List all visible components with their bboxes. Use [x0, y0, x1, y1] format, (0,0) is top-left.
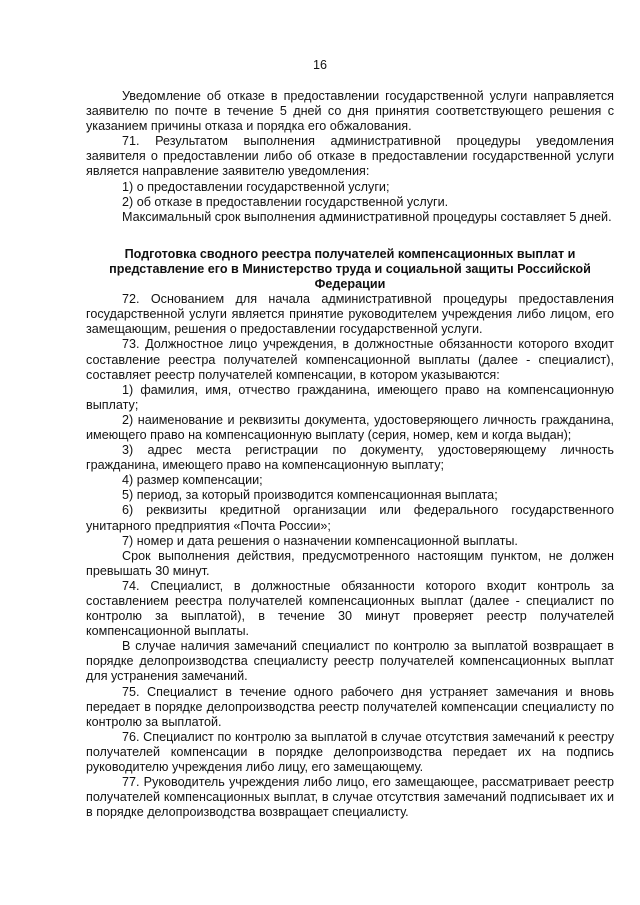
list-item: 2) наименование и реквизиты документа, удостоверяющего личность гражданина, имеющего право на компенсационную выплату (серия, номер, кем и когда выдан);: [86, 412, 614, 442]
paragraph: 76. Специалист по контролю за выплатой в случае отсутствия замечаний к реестру получателей компенсации в порядке делопроизводства передает их на подпись руководителю учреждения либо лицу, его замещающему.: [86, 729, 614, 775]
list-item: 2) об отказе в предоставлении государственной услуги.: [122, 194, 449, 209]
paragraph: Максимальный срок выполнения административной процедуры составляет 5 дней.: [122, 209, 612, 224]
paragraph: 75. Специалист в течение одного рабочего дня устраняет замечания и вновь передает в порядке делопроизводства реестр получателей компенсации специалисту по контролю за выплатой.: [86, 684, 614, 729]
paragraph: 77. Руководитель учреждения либо лицо, его замещающее, рассматривает реестр получателей компенсационных выплат, в случае отсутствия замечаний подписывает их и в порядке делопроизводства возвращает специалисту.: [86, 775, 614, 820]
list-item: 4) размер компенсации;: [122, 473, 263, 488]
paragraph: 74. Специалист, в должностные обязанности которого входит контроль за составлением реестра получателей компенсационных выплат (далее - специалист по контролю за выплатой), в течение 30 минут проверяет реестр получателей компенсационной выплаты.: [86, 578, 614, 639]
paragraph: Уведомление об отказе в предоставлении государственной услуги направляется заявителю по почте в течение 5 дней со дня принятия соответствующего решения с указанием причины отказа и порядка его обжалования.: [86, 89, 614, 134]
section-heading: Подготовка сводного реестра получателей компенсационных выплат и представление его в Министерство труда и социальной защиты Российской Федерации: [109, 246, 591, 292]
list-item: 3) адрес места регистрации по документу, удостоверяющему личность гражданина, имеющего право на компенсационную выплату;: [86, 443, 614, 473]
page-number: 16: [312, 58, 327, 72]
paragraph: 73. Должностное лицо учреждения, в должностные обязанности которого входит составление реестра получателей компенсационной выплаты (далее - специалист), составляет реестр получателей компенсации, в котором указываются:: [86, 337, 614, 382]
list-item: 6) реквизиты кредитной организации или федерального государственного унитарного предприятия «Почта России»;: [86, 503, 614, 533]
paragraph: Срок выполнения действия, предусмотренного настоящим пунктом, не должен превышать 30 минут.: [86, 548, 614, 578]
document-body: [86, 89, 614, 820]
paragraph: 71. Результатом выполнения административной процедуры уведомления заявителя о предоставлении либо об отказе в предоставлении государственной услуги является направление заявителю уведомления:: [86, 134, 614, 179]
list-item: 5) период, за который производится компенсационная выплата;: [122, 488, 498, 503]
list-item: 7) номер и дата решения о назначении компенсационной выплаты.: [122, 533, 518, 548]
paragraph: 72. Основанием для начала административной процедуры предоставления государственной услуги является принятие руководителем учреждения либо лицом, его замещающим, решения о предоставлении государственной услуги.: [86, 292, 614, 337]
list-item: 1) о предоставлении государственной услуги;: [122, 179, 390, 194]
list-item: 1) фамилия, имя, отчество гражданина, имеющего право на компенсационную выплату;: [86, 382, 614, 412]
paragraph: В случае наличия замечаний специалист по контролю за выплатой возвращает в порядке делопроизводства специалисту реестр получателей компенсационных выплат для устранения замечаний.: [86, 639, 614, 684]
